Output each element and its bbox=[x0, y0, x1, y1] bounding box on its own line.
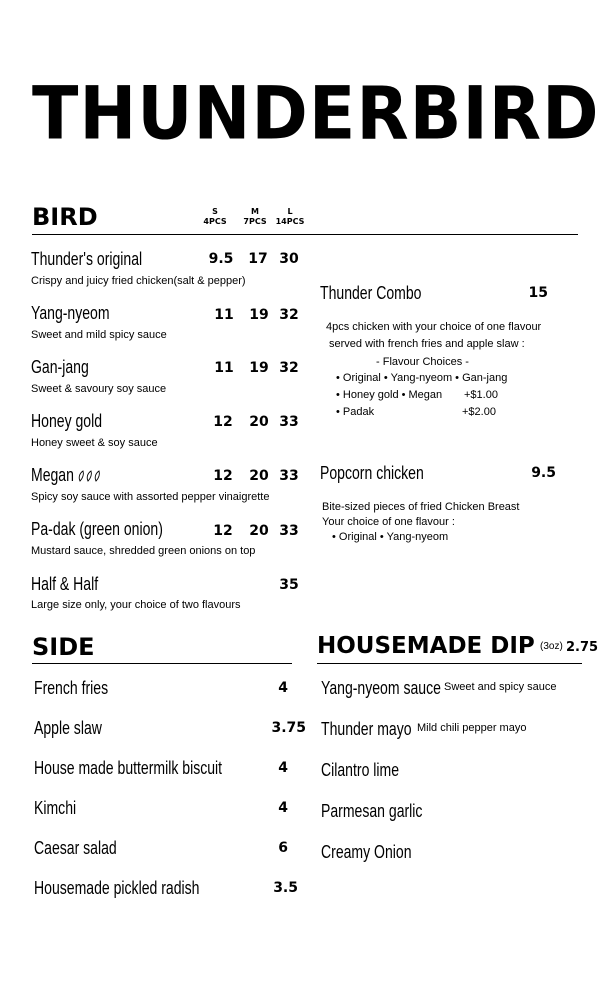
price-medium: 19 bbox=[249, 307, 269, 323]
combo-price: 15 bbox=[528, 285, 548, 301]
item-description: Mild chili pepper mayo bbox=[417, 722, 527, 734]
item-price: 4 bbox=[278, 800, 288, 816]
combo-line-1: 4pcs chicken with your choice of one flavour bbox=[326, 321, 542, 333]
size-letter: L bbox=[287, 207, 293, 216]
price-small: 9.5 bbox=[208, 251, 234, 267]
price-large: 32 bbox=[279, 307, 299, 323]
item-name: Megan bbox=[31, 465, 74, 485]
price-small: 11 bbox=[214, 360, 234, 376]
price-medium: 20 bbox=[249, 468, 269, 484]
size-header-s bbox=[200, 207, 230, 227]
item-name: Honey gold bbox=[31, 411, 103, 431]
price-small: 12 bbox=[213, 468, 233, 484]
popcorn-price: 9.5 bbox=[531, 465, 556, 481]
size-header-l bbox=[275, 207, 305, 227]
item-price: 4 bbox=[278, 760, 288, 776]
price-medium: 20 bbox=[249, 523, 269, 539]
size-pcs: 4PCS bbox=[203, 217, 227, 226]
side-section-title: SIDE bbox=[32, 633, 95, 661]
size-pcs: 14PCS bbox=[275, 217, 305, 226]
popcorn-line-1: Bite-sized pieces of fried Chicken Breast bbox=[322, 501, 520, 513]
item-name: French fries bbox=[34, 678, 109, 698]
side-divider bbox=[32, 663, 292, 664]
dip-item-parmesan-garlic bbox=[321, 801, 451, 821]
combo-name: Thunder Combo bbox=[320, 283, 422, 303]
price-large: 32 bbox=[279, 360, 299, 376]
side-item-pickled-radish bbox=[34, 878, 246, 898]
menu-item-thunders-original bbox=[31, 249, 174, 269]
combo-choice-row-3-extra: +$2.00 bbox=[462, 406, 496, 418]
combo-item bbox=[320, 283, 450, 303]
item-name: Gan-jang bbox=[31, 357, 89, 377]
price-small: 12 bbox=[213, 523, 233, 539]
combo-choice-row-2: • Honey gold • Megan bbox=[336, 389, 443, 401]
price-small: 12 bbox=[213, 414, 233, 430]
menu-item-megan bbox=[31, 465, 86, 486]
combo-choice-row-1: • Original • Yang-nyeom • Gan-jang bbox=[336, 372, 508, 384]
size-pcs: 7PCS bbox=[243, 217, 267, 226]
item-name: Caesar salad bbox=[34, 838, 117, 858]
item-description: Crispy and juicy fried chicken(salt & pepper) bbox=[31, 275, 246, 287]
item-name: Housemade pickled radish bbox=[34, 878, 200, 898]
item-name: Creamy Onion bbox=[321, 842, 412, 862]
price-medium: 17 bbox=[248, 251, 268, 267]
price-small: 11 bbox=[214, 307, 234, 323]
combo-choices-header: - Flavour Choices - bbox=[376, 356, 469, 368]
price-large: 30 bbox=[279, 251, 299, 267]
dip-item-creamy-onion bbox=[321, 842, 437, 862]
item-price: 4 bbox=[278, 680, 288, 696]
popcorn-item bbox=[320, 463, 453, 483]
menu-item-half-and-half bbox=[31, 574, 117, 594]
side-item-french-fries bbox=[34, 678, 129, 698]
dip-divider bbox=[317, 663, 582, 664]
item-name: Parmesan garlic bbox=[321, 801, 423, 821]
price-large: 33 bbox=[279, 523, 299, 539]
item-name: Apple slaw bbox=[34, 718, 102, 738]
item-name: Pa-dak (green onion) bbox=[31, 519, 163, 539]
item-description: Large size only, your choice of two flavours bbox=[31, 599, 241, 611]
size-header-m bbox=[240, 207, 270, 227]
popcorn-name: Popcorn chicken bbox=[320, 463, 424, 483]
side-item-caesar-salad bbox=[34, 838, 140, 858]
item-description: Sweet and spicy sauce bbox=[444, 681, 557, 693]
bird-section-title: BIRD bbox=[32, 203, 98, 231]
item-name: Yang-nyeom bbox=[31, 303, 110, 323]
side-item-apple-slaw bbox=[34, 718, 121, 738]
item-price: 3.75 bbox=[271, 720, 306, 736]
menu-item-pa-dak bbox=[31, 519, 200, 539]
price-large: 35 bbox=[279, 577, 299, 593]
item-name: Cilantro lime bbox=[321, 760, 400, 780]
item-description: Honey sweet & soy sauce bbox=[31, 437, 158, 449]
item-description: Sweet and mild spicy sauce bbox=[31, 329, 167, 341]
item-description: Mustard sauce, shredded green onions on top bbox=[31, 545, 256, 557]
item-name: House made buttermilk biscuit bbox=[34, 758, 223, 778]
item-name: Half & Half bbox=[31, 574, 99, 594]
price-large: 33 bbox=[279, 414, 299, 430]
size-letter: S bbox=[212, 207, 218, 216]
side-item-kimchi bbox=[34, 798, 88, 818]
menu-item-yang-nyeom bbox=[31, 303, 132, 323]
brand-title: THUNDERBIRD bbox=[32, 71, 600, 157]
item-name: Thunder's original bbox=[31, 249, 143, 269]
size-letter: M bbox=[251, 207, 259, 216]
chili-pepper-icon bbox=[77, 470, 103, 482]
price-large: 33 bbox=[279, 468, 299, 484]
combo-choice-row-2-extra: +$1.00 bbox=[464, 389, 498, 401]
item-description: Spicy soy sauce with assorted pepper vinaigrette bbox=[31, 491, 270, 503]
price-medium: 19 bbox=[249, 360, 269, 376]
item-name: Yang-nyeom sauce bbox=[321, 678, 441, 698]
item-price: 6 bbox=[278, 840, 288, 856]
dip-price: 2.75 bbox=[566, 640, 599, 655]
item-name: Kimchi bbox=[34, 798, 77, 818]
item-description: Sweet & savoury soy sauce bbox=[31, 383, 167, 395]
combo-line-2: served with french fries and apple slaw : bbox=[329, 338, 525, 350]
item-price: 3.5 bbox=[273, 880, 298, 896]
item-name: Thunder mayo bbox=[321, 719, 412, 739]
menu-item-gan-jang bbox=[31, 357, 105, 377]
popcorn-line-3: • Original • Yang-nyeom bbox=[332, 531, 449, 543]
dip-item-cilantro-lime bbox=[321, 760, 421, 780]
menu-item-honey-gold bbox=[31, 411, 122, 431]
popcorn-line-2: Your choice of one flavour : bbox=[322, 516, 455, 528]
price-medium: 20 bbox=[249, 414, 269, 430]
combo-choice-row-3: • Padak bbox=[336, 406, 375, 418]
dip-size: (3oz) bbox=[540, 641, 563, 652]
dip-section-title: HOUSEMADE DIP bbox=[317, 633, 535, 659]
bird-divider bbox=[32, 234, 578, 235]
